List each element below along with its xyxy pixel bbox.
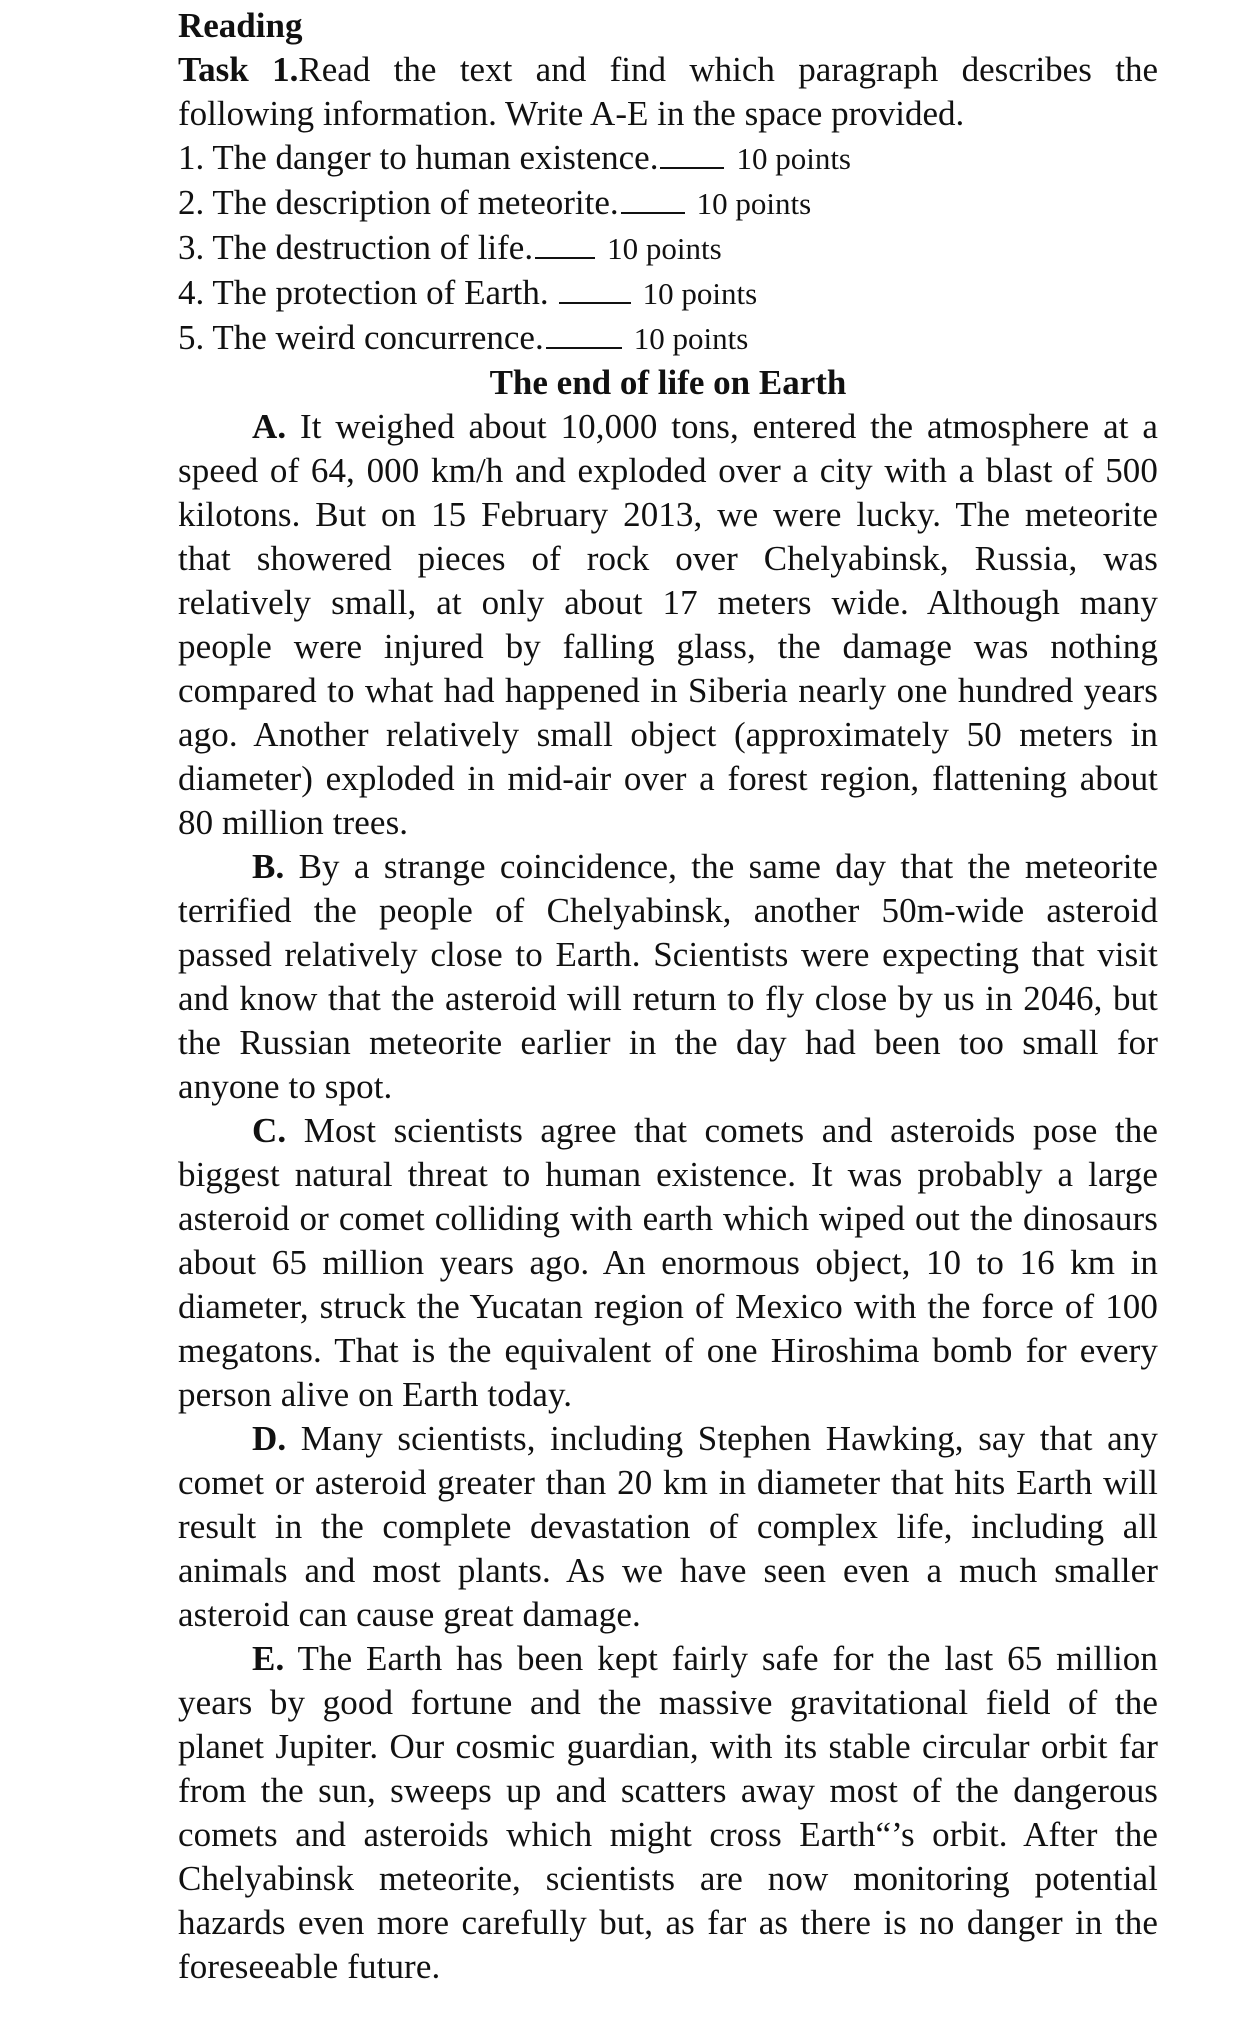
article-title: The end of life on Earth (489, 363, 847, 402)
paragraph-text: The Earth has been kept fairly safe for the last 65 million years by good fortune and the massive gravitational field of the planet Jupiter. Our cosmic guardian, with its stable circular orbit far from the sun, sweeps up and scatters away most of the dangerous comets and asteroids which might cross Earth“’s orbit. After the Chelyabinsk meteorite, scientists are now monitoring potential hazards even more carefully but, as far as there is no danger in the foreseeable future. (178, 1639, 1159, 1986)
paragraph-letter: A. (252, 407, 287, 446)
question-points: 10 points (642, 276, 758, 311)
answer-blank[interactable] (546, 319, 622, 349)
question-points: 10 points (736, 141, 851, 176)
paragraph-text: Many scientists, including Stephen Hawking, say that any comet or asteroid greater than 20 km in diameter that hits Earth will result in the complete devastation of complex life, including all animals and most plants. As we have seen even a much smaller asteroid can cause great damage. (178, 1419, 1158, 1634)
paragraph-a (178, 405, 1158, 845)
paragraph-letter: D. (252, 1419, 287, 1458)
question-item (178, 271, 1158, 316)
question-points: 10 points (633, 321, 749, 356)
answer-blank[interactable] (535, 229, 595, 259)
question-text: 3. The destruction of life. (178, 228, 534, 267)
answer-blank[interactable] (660, 139, 724, 169)
paragraph-text: Most scientists agree that comets and asteroids pose the biggest natural threat to human existence. It was probably a large asteroid or comet colliding with earth which wiped out the dinosaurs about 65 million years ago. An enormous object, 10 to 16 km in diameter, struck the Yucatan region of Mexico with the force of 100 megatons. That is the equivalent of one Hiroshima bomb for every person alive on Earth today. (178, 1111, 1158, 1414)
paragraph-letter: C. (252, 1111, 287, 1150)
paragraph-d (178, 1417, 1158, 1637)
question-text: 5. The weird concurrence. (178, 318, 544, 357)
paragraph-letter: E. (252, 1639, 285, 1678)
question-item (178, 226, 1158, 271)
task-instruction (178, 48, 1158, 136)
task-label: Task 1. (178, 50, 299, 89)
section-heading: Reading (178, 6, 303, 45)
question-text: 2. The description of meteorite. (178, 183, 619, 222)
question-points: 10 points (696, 186, 812, 221)
answer-blank[interactable] (559, 274, 631, 304)
question-item (178, 316, 1158, 361)
paragraph-e (178, 1637, 1158, 1989)
question-text: 1. The danger to human existence. (178, 138, 659, 177)
paragraph-text: By a strange coincidence, the same day that the meteorite terrified the people of Chelyabinsk, another 50m-wide asteroid passed relatively close to Earth. Scientists were expecting that visit and know that the asteroid will return to fly close by us in 2046, but the Russian meteorite earlier in the day had been too small for anyone to spot. (178, 847, 1158, 1106)
paragraph-b (178, 845, 1158, 1109)
paragraph-text: It weighed about 10,000 tons, entered the atmosphere at a speed of 64, 000 km/h and exploded over a city with a blast of 500 kilotons. But on 15 February 2013, we were lucky. The meteorite that showered pieces of rock over Chelyabinsk, Russia, was relatively small, at only about 17 meters wide. Although many people were injured by falling glass, the damage was nothing compared to what had happened in Siberia nearly one hundred years ago. Another relatively small object (approximately 50 meters in diameter) exploded in mid-air over a forest region, flattening about 80 million trees. (178, 407, 1158, 842)
question-points: 10 points (607, 231, 722, 266)
question-item (178, 136, 1158, 181)
task-text: Read the text and find which paragraph describes the following information. Write A-E in the space provided. (178, 50, 1158, 133)
question-text: 4. The protection of Earth. (178, 273, 549, 312)
paragraph-c (178, 1109, 1158, 1417)
paragraph-letter: B. (252, 847, 285, 886)
reading-worksheet (178, 4, 1158, 1989)
question-item (178, 181, 1158, 226)
answer-blank[interactable] (621, 184, 685, 214)
